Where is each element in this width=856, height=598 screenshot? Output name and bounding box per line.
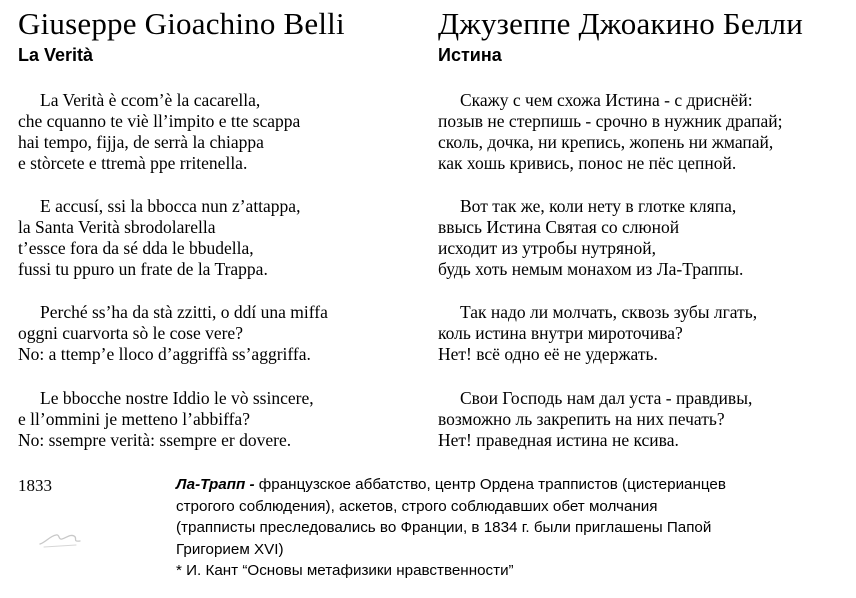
poem-line: No: a ttemp’e lloco d’aggriffà ss’aggriffa. xyxy=(18,344,311,364)
russian-column xyxy=(438,0,848,450)
footnote-text: французское аббатство, центр Ордена траппистов (цистерианцев xyxy=(254,476,726,493)
italian-stanza-1 xyxy=(18,90,428,196)
poem-line: сколь, дочка, ни крепись, жопень ни жмапай, xyxy=(438,132,774,152)
poem-line: La Verità è ccom’è la cacarella, xyxy=(40,90,261,110)
footnote-line: Григорием XVI) xyxy=(176,540,284,558)
signature-icon xyxy=(36,526,86,550)
poem-line: la Santa Verità sbrodolarella xyxy=(18,217,216,237)
poem-line: исходит из утробы нутряной, xyxy=(438,238,656,258)
poem-line: t’essce fora da sé dda le bbudella, xyxy=(18,238,254,258)
italian-title: La Verità xyxy=(18,45,94,65)
poem-line: Вот так же, коли нету в глотке кляпа, xyxy=(460,196,737,216)
poem-line: Свои Господь нам дал уста - правдивы, xyxy=(460,388,753,408)
footnote-line xyxy=(176,474,796,496)
russian-title: Истина xyxy=(438,45,502,65)
footnotes xyxy=(176,474,796,582)
russian-poem xyxy=(438,90,848,494)
italian-column xyxy=(18,0,428,450)
poem-line: che cquanno te viè ll’impito e tte scappa xyxy=(18,111,301,131)
footnote-line: строгого соблюдения), аскетов, строго соблюдавших обет молчания xyxy=(176,497,658,515)
poem-line: oggni cuarvorta sò le cose vere? xyxy=(18,323,243,343)
poem-line: будь хоть немым монахом из Ла-Траппы. xyxy=(438,259,744,279)
poem-line: Нет! праведная истина не ксива. xyxy=(438,430,679,450)
poem-line: e stòrcete e ttremà ppe rritenella. xyxy=(18,153,248,173)
poem-line: e ll’ommini je metteno l’abbiffa? xyxy=(18,409,250,429)
italian-stanza-2 xyxy=(18,196,428,302)
italian-author: Giuseppe Gioachino Belli xyxy=(18,6,345,41)
footnote-term: Ла-Трапп - xyxy=(176,476,255,493)
italian-poem xyxy=(18,90,428,494)
poem-line: коль истина внутри мироточива? xyxy=(438,323,683,343)
russian-stanza-1 xyxy=(438,90,848,196)
poem-line: Нет! всё одно её не удержать. xyxy=(438,344,658,364)
poem-line: hai tempo, fijja, de serrà la chiappa xyxy=(18,132,264,152)
poem-line: как хошь кривись, понос не пёс цепной. xyxy=(438,153,737,173)
poem-line: fussi tu ppuro un frate de la Trappa. xyxy=(18,259,268,279)
footnote-line: (трапписты преследовались во Франции, в 1834 г. были приглашены Папой xyxy=(176,519,712,536)
footnote-line: * И. Кант “Основы метафизики нравственности” xyxy=(176,562,514,579)
poem-line: Так надо ли молчать, сквозь зубы лгать, xyxy=(460,302,758,322)
poem-year: 1833 xyxy=(18,476,52,495)
poem-line: No: ssempre verità: ssempre er dovere. xyxy=(18,430,292,450)
russian-author: Джузеппе Джоакино Белли xyxy=(438,6,803,41)
poem-line: ввысь Истина Святая со слюной xyxy=(438,217,680,237)
poem-line: возможно ль закрепить на них печать? xyxy=(438,409,725,429)
poem-line: Скажу с чем схожа Истина - с дриснёй: xyxy=(460,90,753,110)
poem-line: позыв не стерпишь - срочно в нужник драпай; xyxy=(438,111,783,131)
russian-stanza-2 xyxy=(438,196,848,302)
poem-line: E accusí, ssi la bbocca nun z’attappa, xyxy=(40,196,301,216)
poem-line: Le bbocche nostre Iddio le vò ssincere, xyxy=(40,388,314,408)
poem-line: Perché ss’ha da stà zzitti, o ddí una miffa xyxy=(40,302,328,322)
